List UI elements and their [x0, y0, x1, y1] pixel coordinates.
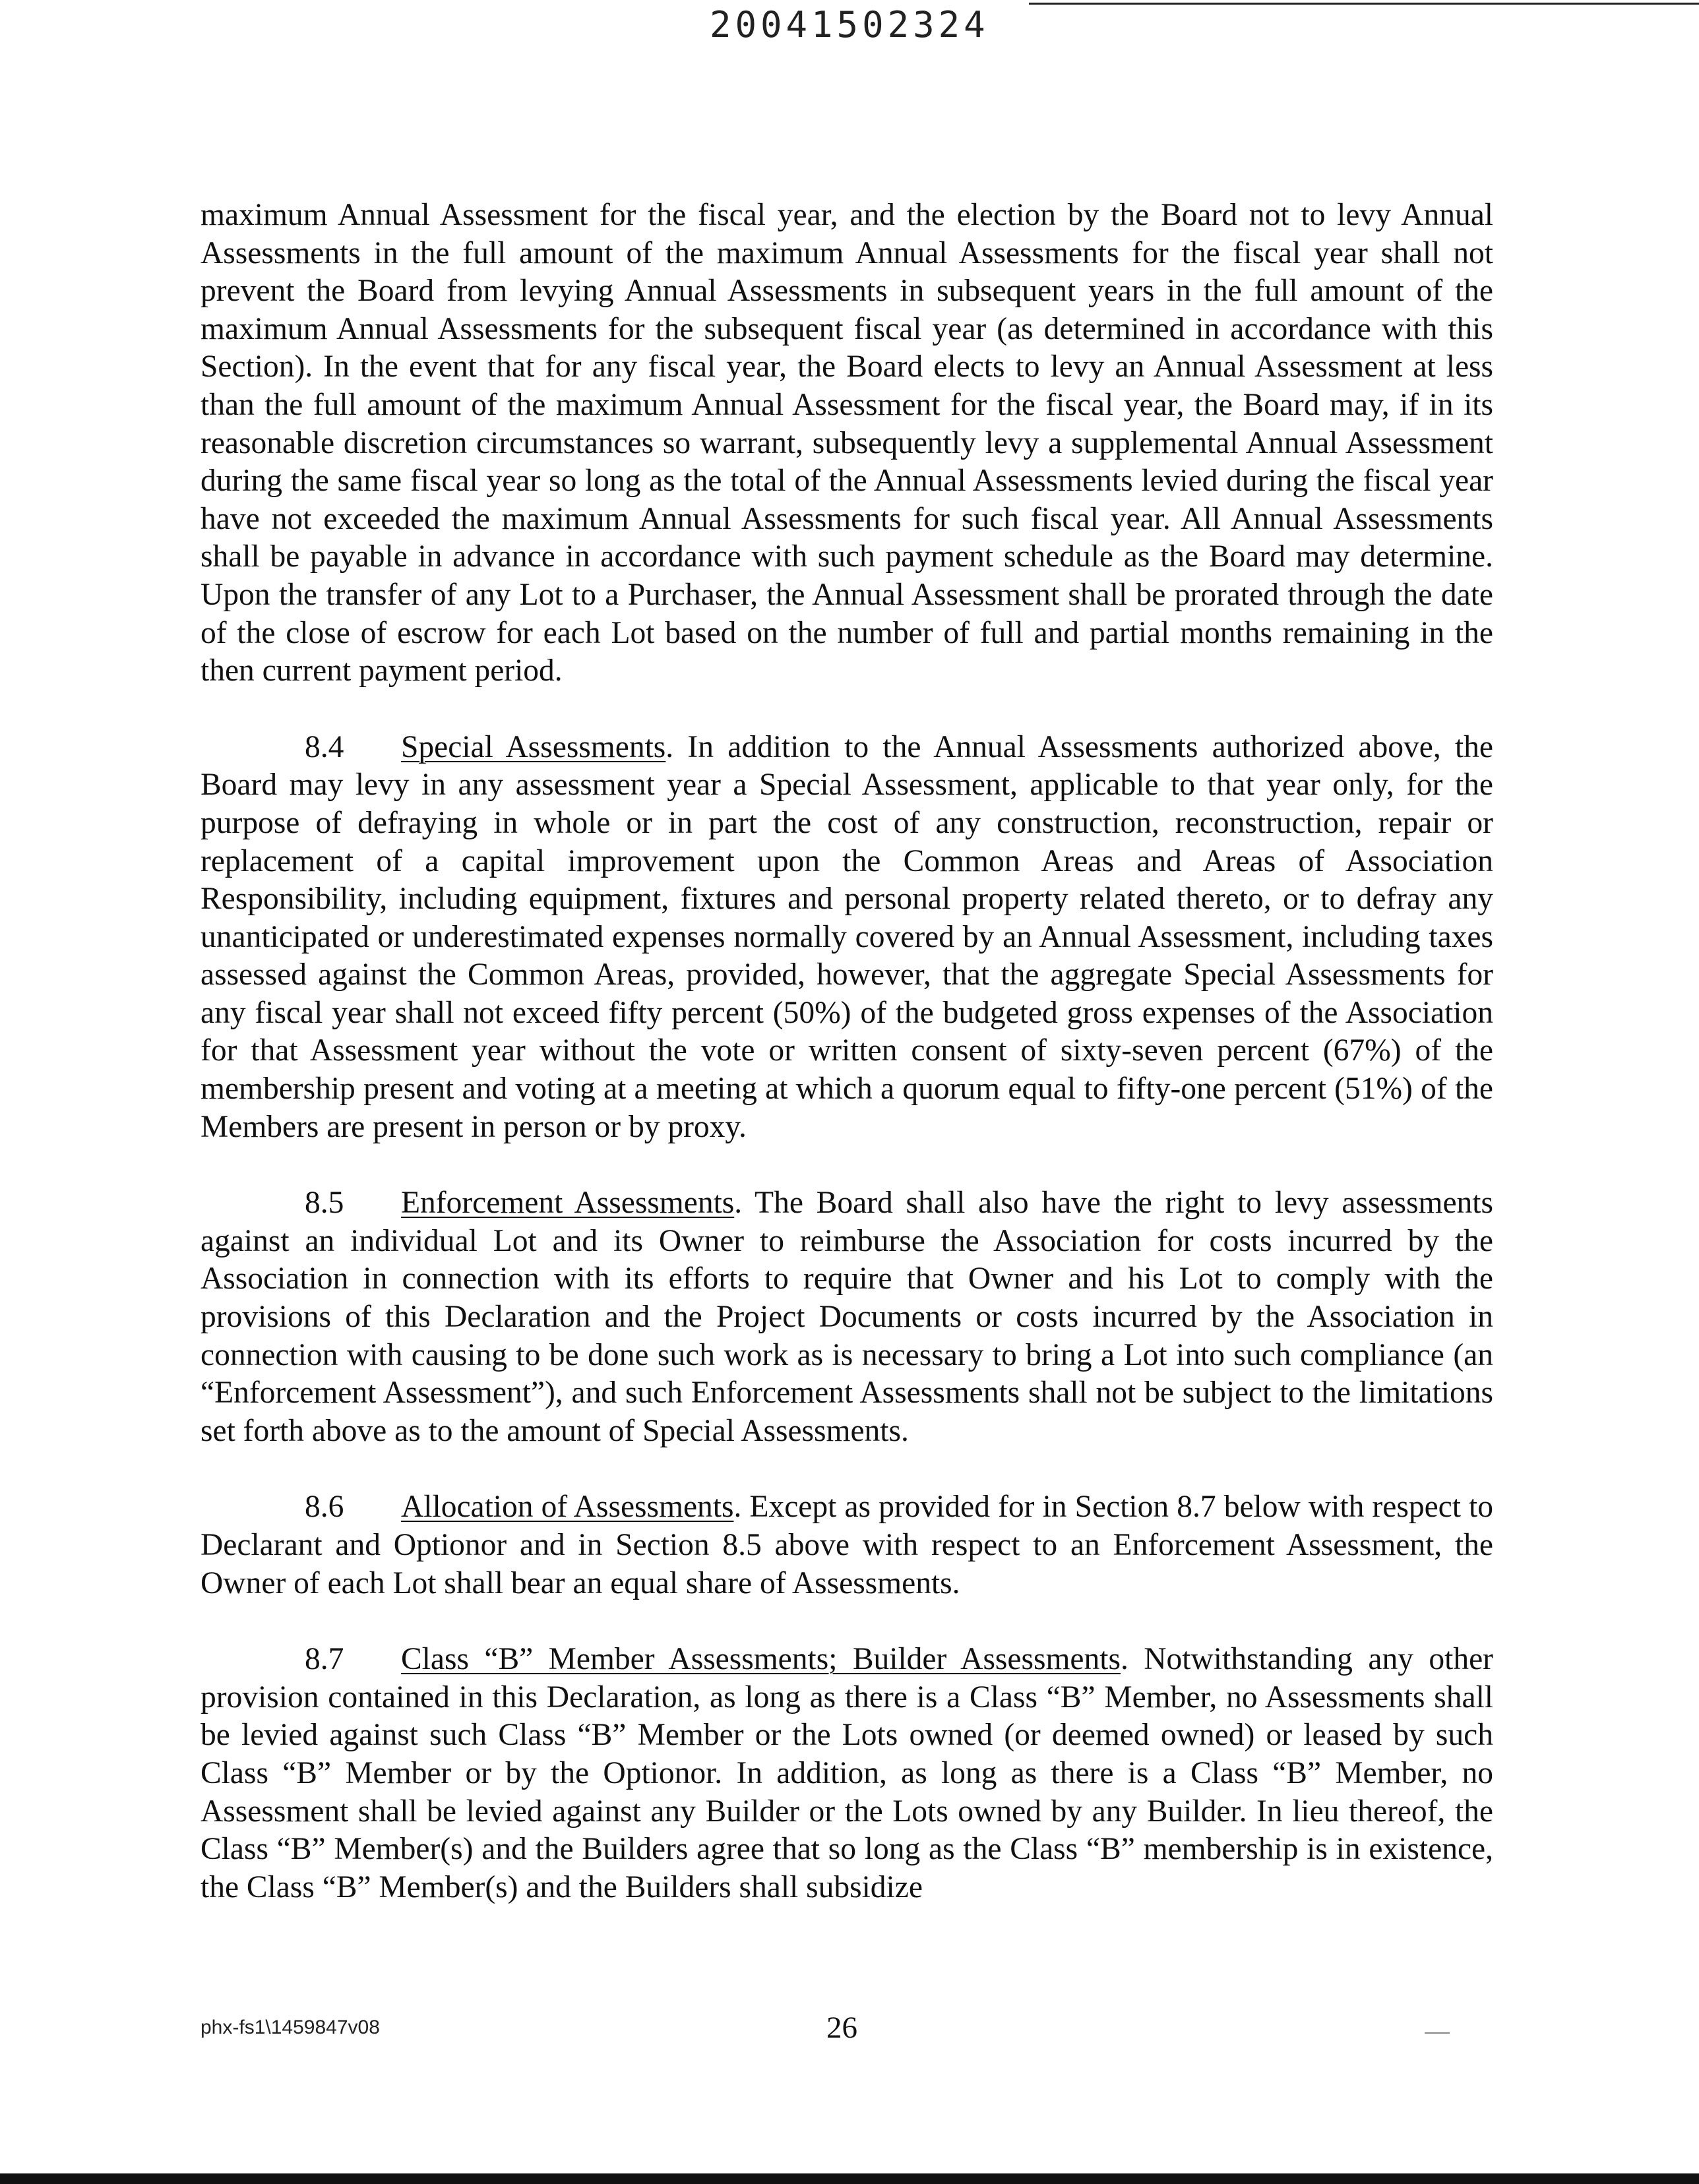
section-heading: Class “B” Member Assessments; Builder Assessments	[401, 1642, 1121, 1677]
section-number: 8.4	[305, 729, 344, 764]
page-body	[201, 197, 1493, 1945]
scan-mark	[1425, 2032, 1450, 2034]
continuation-paragraph: maximum Annual Assessment for the fiscal year, and the election by the Board not to levy Annual Assessments in the full amount of the maximum Annual Assessments for the fiscal year shall not prevent the Board from levying Annual Assessments in subsequent years in the full amount of the maximum Annual Assessments for the subsequent fiscal year (as determined in accordance with this Section). In the event that for any fiscal year, the Board elects to levy an Annual Assessment at less than the full amount of the maximum Annual Assessment for the fiscal year, the Board may, if in its reasonable discretion circumstances so warrant, subsequently levy a supplemental Annual Assessment during the same fiscal year so long as the total of the Annual Assessments levied during the fiscal year have not exceeded the maximum Annual Assessments for such fiscal year. All Annual Assessments shall be payable in advance in accordance with such payment schedule as the Board may determine. Upon the transfer of any Lot to a Purchaser, the Annual Assessment shall be prorated through the date of the close of escrow for each Lot based on the number of full and partial months remaining in the then current payment period.	[201, 198, 1493, 688]
section-text: . Notwithstanding any other provision contained in this Declaration, as long as there is a Class “B” Member, no Assessments shall be levied against such Class “B” Member or the Lots owned (or deemed owned) or leased by such Class “B” Member or by the Optionor. In addition, as long as there is a Class “B” Member, no Assessment shall be levied against any Builder or the Lots owned by any Builder. In lieu thereof, the Class “B” Member(s) and the Builders agree that so long as the Class “B” membership is in existence, the Class “B” Member(s) and the Builders shall subsidize	[201, 1642, 1493, 1904]
scan-edge-top	[1029, 3, 1699, 5]
section-text: . In addition to the Annual Assessments authorized above, the Board may levy in any assessment year a Special Assessment, applicable to that year only, for the purpose of defraying in whole or in part the cost of any construction, reconstruction, repair or replacement of a capital improvement upon the Common Areas and Areas of Association Responsibility, including equipment, fixtures and personal property related thereto, or to defray any unanticipated or underestimated expenses normally covered by an Annual Assessment, including taxes assessed against the Common Areas, provided, however, that the aggregate Special Assessments for any fiscal year shall not exceed fifty percent (50%) of the budgeted gross expenses of the Association for that Assessment year without the vote or written consent of sixty-seven percent (67%) of the membership present and voting at a meeting at which a quorum equal to fifty-one percent (51%) of the Members are present in person or by proxy.	[201, 729, 1493, 1144]
recording-number: 20041502324	[710, 4, 989, 46]
section-number: 8.5	[305, 1186, 344, 1221]
page-number: 26	[826, 2011, 857, 2045]
section-text: . The Board shall also have the right to levy assessments against an individual Lot and its Owner to reimburse the Association for costs incurred by the Association in connection with its efforts to require that Owner and his Lot to comply with the provisions of this Declaration and the Project Documents or costs incurred by the Association in connection with causing to be done such work as is necessary to bring a Lot into such compliance (an “Enforcement Assessment”), and such Enforcement Assessments shall not be subject to the limitations set forth above as to the amount of Special Assessments.	[201, 1186, 1493, 1448]
section-8-4	[201, 729, 1493, 1147]
section-heading: Allocation of Assessments	[401, 1490, 734, 1525]
document-reference: phx-fs1\1459847v08	[201, 2017, 380, 2038]
section-number: 8.7	[305, 1642, 344, 1677]
section-number: 8.6	[305, 1490, 344, 1525]
section-heading: Special Assessments	[401, 729, 666, 764]
section-text: . Except as provided for in Section 8.7 below with respect to Declarant and Optionor and in Section 8.5 above with respect to an Enforcement Assessment, the Owner of each Lot shall bear an equal share of Assessments.	[201, 1490, 1493, 1600]
section-heading: Enforcement Assessments	[401, 1186, 735, 1221]
section-8-5	[201, 1184, 1493, 1450]
scan-edge-bottom	[0, 2173, 1699, 2184]
section-8-7	[201, 1641, 1493, 1906]
section-8-6	[201, 1488, 1493, 1602]
